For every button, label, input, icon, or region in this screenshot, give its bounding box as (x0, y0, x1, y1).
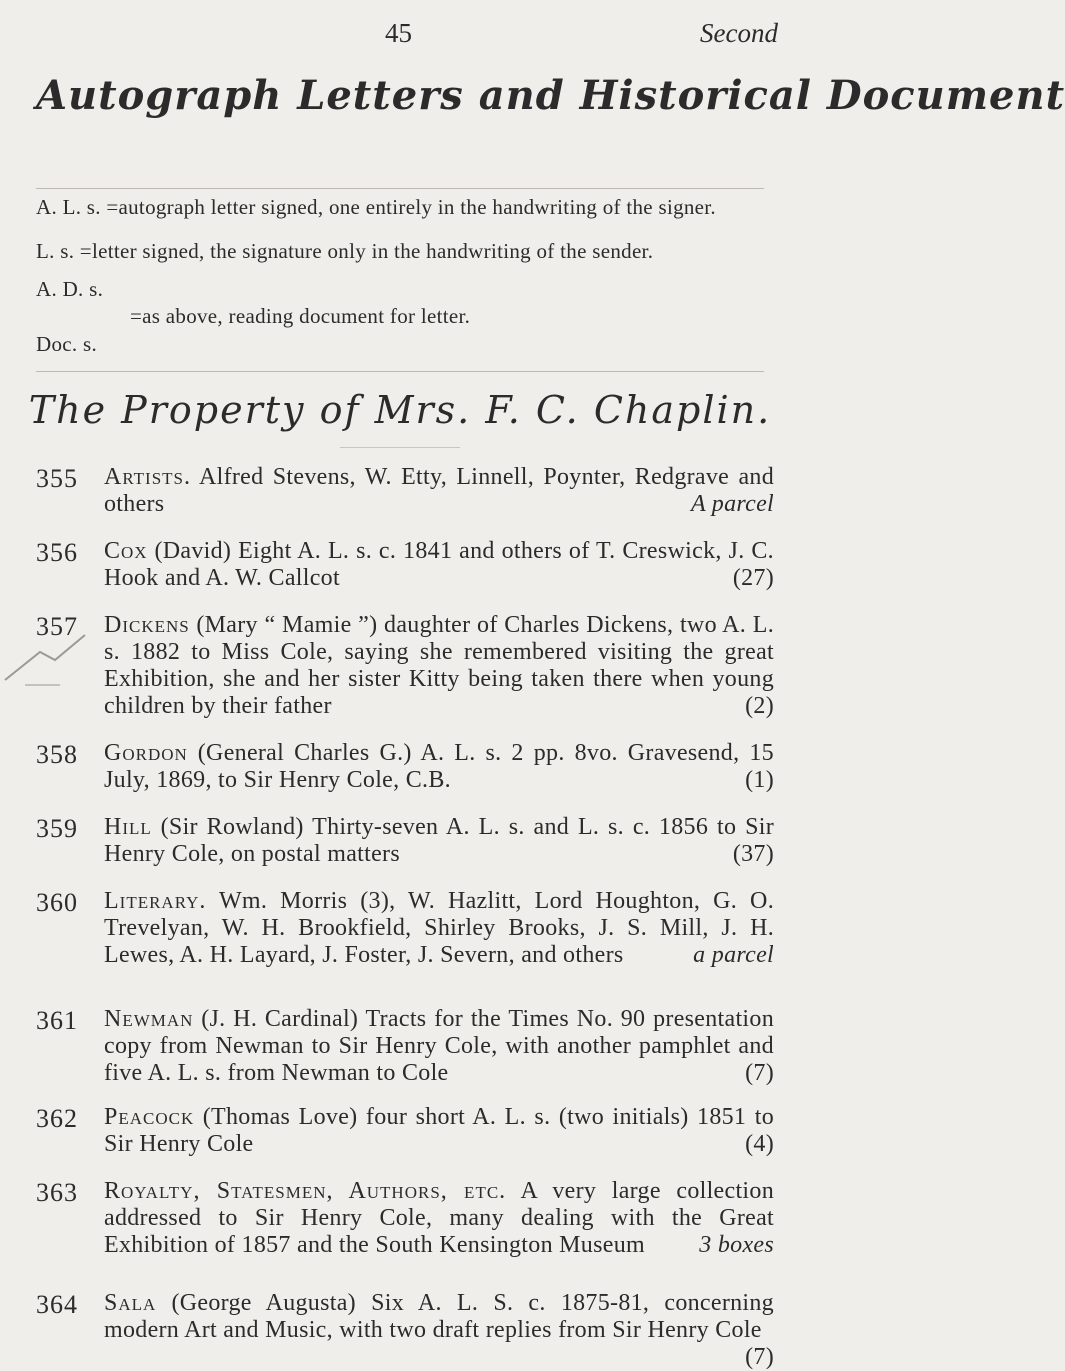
lot-quantity: (37) (732, 841, 774, 867)
page-number: 45 (385, 18, 412, 48)
lot-category: Newman (104, 1006, 194, 1032)
lot-description (104, 1290, 774, 1371)
property-heading: The Property of Mrs. F. C. Chaplin. (28, 388, 772, 432)
lot-description (104, 814, 774, 868)
lot-quantity: (7) (745, 1060, 774, 1086)
lot-quantity: (2) (745, 693, 774, 719)
lot-quantity: (4) (745, 1131, 774, 1157)
lot-text: (Sir Rowland) Thirty-seven A. L. s. and L. s. c. 1856 to Sir Henry Cole, on postal matters (104, 814, 774, 867)
lot-quantity: a parcel (693, 942, 774, 968)
lot-description (104, 1006, 774, 1087)
lot-text: (General Charles G.) A. L. s. 2 pp. 8vo. Gravesend, 15 July, 1869, to Sir Henry Cole, C.B. (104, 740, 774, 793)
lot-text: A very large collection addressed to Sir Henry Cole, many dealing with the Great Exhibition of 1857 and the South Kensington Museum (104, 1178, 774, 1258)
lot-text: (J. H. Cardinal) Tracts for the Times No. 90 presentation copy from Newman to Sir Henry Cole, with another pamphlet and five A. L. s. from Newman to Cole (104, 1006, 774, 1086)
lot-quantity: (27) (732, 565, 774, 591)
abbr-ls: L. s. =letter signed, the signature only in the handwriting of the sender. (36, 239, 654, 263)
lot-number: 364 (36, 1290, 78, 1319)
lot-text: (Thomas Love) four short A. L. s. (two initials) 1851 to Sir Henry Cole (104, 1104, 774, 1157)
abbr-doc: Doc. s. (36, 332, 98, 356)
lot-description (104, 612, 774, 720)
lot-category: Gordon (104, 740, 188, 766)
lot-number: 362 (36, 1104, 78, 1133)
lot-description (104, 740, 774, 794)
lot-category: Sala (104, 1290, 157, 1316)
lot-number: 356 (36, 538, 78, 567)
catalogue-title: Autograph Letters and Historical Document (36, 72, 1065, 119)
abbr-rule (36, 371, 764, 372)
lot-quantity: A parcel (690, 491, 774, 517)
lot-category: Dickens (104, 612, 190, 638)
section-label: Second (700, 18, 778, 48)
lot-number: 363 (36, 1178, 78, 1207)
lot-text: (George Augusta) Six A. L. S. c. 1875-81, concerning modern Art and Music, with two draft replies from Sir Henry Cole (104, 1290, 774, 1343)
lot-quantity: 3 boxes (699, 1232, 774, 1258)
lot-category: Royalty, Statesmen, Authors, etc. (104, 1178, 507, 1204)
lot-category: Cox (104, 538, 148, 564)
lot-quantity: (1) (745, 767, 774, 793)
abbr-ads: A. D. s. (36, 277, 104, 301)
lot-category: Peacock (104, 1104, 195, 1130)
lot-description (104, 888, 774, 969)
abbr-as-above: =as above, reading document for letter. (130, 304, 471, 328)
page-header (0, 18, 800, 58)
lot-text: Wm. Morris (3), W. Hazlitt, Lord Houghton, G. O. Trevelyan, W. H. Brookfield, Shirley Brooks, J. S. Mill, J. H. Lewes, A. H. Layard, J. Foster, J. Severn, and others (104, 888, 774, 968)
lot-category: Artists. (104, 464, 191, 490)
heading-rule (340, 447, 460, 448)
lot-text: (David) Eight A. L. s. c. 1841 and others of T. Creswick, J. C. Hook and A. W. Callcot (104, 538, 774, 591)
lot-category: Hill (104, 814, 152, 840)
lot-quantity: (7) (745, 1344, 774, 1370)
lot-description (104, 1104, 774, 1158)
lot-number: 359 (36, 814, 78, 843)
lot-number: 357 (36, 612, 78, 641)
lot-category: Literary. (104, 888, 207, 914)
lot-text: (Mary “ Mamie ”) daughter of Charles Dickens, two A. L. s. 1882 to Miss Cole, saying she remembered visiting the great Exhibition, she and her sister Kitty being taken there when young children by their father (104, 612, 774, 719)
lot-description (104, 1178, 774, 1259)
lot-description (104, 464, 774, 518)
lot-number: 355 (36, 464, 78, 493)
title-rule (36, 188, 764, 189)
lot-text: Alfred Stevens, W. Etty, Linnell, Poynter, Redgrave and others (104, 464, 774, 517)
lot-number: 360 (36, 888, 78, 917)
lot-description (104, 538, 774, 592)
lot-number: 361 (36, 1006, 78, 1035)
lot-number: 358 (36, 740, 78, 769)
abbr-als: A. L. s. =autograph letter signed, one entirely in the handwriting of the signer. (36, 195, 716, 219)
